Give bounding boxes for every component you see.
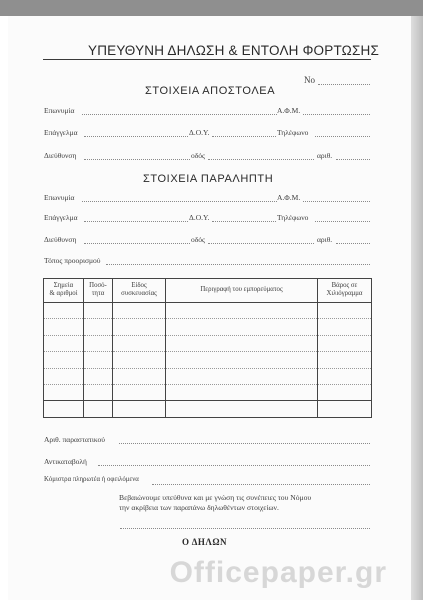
receiver-street-field[interactable] [208,243,314,244]
declaration-line-2: την ακρίβεια των παραπάνω δηλωθέντων στοιχείων. [119,503,279,512]
header-marks-numbers: Σημεία & αριθμοί [44,279,84,303]
title-underline [43,59,371,60]
receiver-number-field[interactable] [336,243,370,244]
sender-doy-label: Δ.Ο.Υ. [189,128,210,137]
sender-address-label: Διεύθυνση [44,151,77,160]
declaration-line-1: Βεβαιώνουμε υπεύθυνα και με γνώση τις συνέπειες του Νόμου [119,493,312,502]
watermark: Officepaper.gr [169,556,387,589]
sender-profession-label: Επάγγελμα [44,128,78,137]
header-quantity: Ποσό- τητα [84,279,113,303]
cod-label: Αντικαταβολή [44,457,87,466]
signature-label: Ο ΔΗΛΩΝ [182,537,228,547]
sender-name-label: Επωνυμία [44,106,75,115]
receiver-profession-label: Επάγγελμα [44,213,78,222]
table-row [44,302,372,318]
table-row [44,401,372,418]
top-dark-band [0,0,423,16]
sender-street-label: οδός [191,151,206,160]
table-row [44,319,372,335]
header-weight: Βάρος σε Χιλιόγραμμα [318,279,372,303]
page-shadow [411,16,423,600]
table-row [44,368,372,384]
receiver-address-field[interactable] [84,243,190,244]
header-packaging: Είδος συσκευασίας [113,279,166,303]
sender-address-field[interactable] [84,159,190,160]
sender-profession-field[interactable] [84,136,188,137]
receiver-doy-label: Δ.Ο.Υ. [189,213,210,222]
sender-doy-field[interactable] [212,136,276,137]
doc-number-label: Αριθ. παραστατικού [44,435,106,444]
destination-field[interactable] [106,264,370,265]
receiver-afm-field[interactable] [303,201,370,202]
sender-number-field[interactable] [336,159,370,160]
receiver-doy-field[interactable] [212,221,276,222]
sender-phone-label: Τηλέφωνο [277,128,309,137]
sender-afm-field[interactable] [303,114,370,115]
sender-afm-label: Α.Φ.Μ. [277,106,301,115]
freight-field[interactable] [152,484,370,485]
receiver-heading: ΣΤΟΙΧΕΙΑ ΠΑΡΑΛΗΠΤΗ [143,173,274,185]
sender-number-label: αριθ. [317,151,333,160]
sender-phone-field[interactable] [315,136,370,137]
goods-table [43,278,372,418]
sender-name-field[interactable] [82,114,277,115]
form-number-label: Νο [304,75,315,85]
receiver-afm-label: Α.Φ.Μ. [277,193,301,202]
doc-number-field[interactable] [119,443,370,444]
signature-line[interactable] [120,528,370,529]
receiver-phone-label: Τηλέφωνο [277,213,309,222]
table-row [44,335,372,351]
sender-heading: ΣΤΟΙΧΕΙΑ ΑΠΟΣΤΟΛΕΑ [145,85,276,97]
sender-street-field[interactable] [208,159,314,160]
destination-label: Τόπος προορισμού [44,256,101,265]
header-description: Περιγραφή του εμπορεύματος [166,279,318,303]
receiver-address-label: Διεύθυνση [44,235,77,244]
receiver-number-label: αριθ. [317,235,333,244]
receiver-profession-field[interactable] [84,221,188,222]
receiver-phone-field[interactable] [315,221,370,222]
table-row [44,352,372,368]
receiver-street-label: οδός [191,235,206,244]
receiver-name-label: Επωνυμία [44,193,75,202]
form-title: ΥΠΕΥΘΥΝΗ ΔΗΛΩΣΗ & ΕΝΤΟΛΗ ΦΟΡΤΩΣΗΣ [88,43,379,58]
form-number-field[interactable] [318,84,370,85]
receiver-name-field[interactable] [82,201,277,202]
cod-field[interactable] [98,465,370,466]
goods-table-header [44,279,372,303]
freight-label: Κόμιστρα πληρωτέα ή οφειλόμενα [44,476,139,483]
table-row [44,385,372,401]
